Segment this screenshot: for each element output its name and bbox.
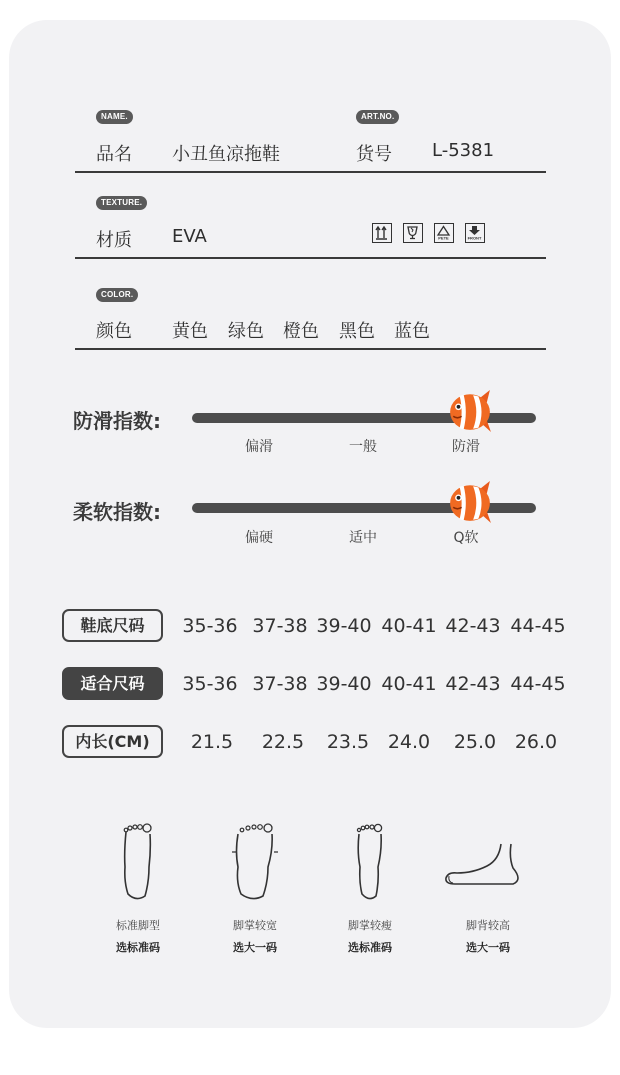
- foot-caption: 脚背较高: [466, 919, 510, 932]
- texture-tag: TEXTURE.: [96, 196, 147, 210]
- color-value-orange: 橙色: [283, 321, 319, 342]
- table-cell: 23.5: [326, 731, 370, 753]
- softness-tick-high: Q软: [453, 530, 479, 546]
- divider-1: [75, 171, 546, 173]
- table-cell: 39-40: [316, 615, 372, 637]
- clownfish-slider-marker: [448, 390, 492, 432]
- color-value-yellow: 黄色: [172, 321, 208, 342]
- texture-label: 材质: [96, 230, 132, 251]
- standard-foot-icon: [116, 822, 160, 902]
- softness-tick-mid: 适中: [349, 530, 377, 546]
- anti-slip-tick-mid: 一般: [349, 439, 377, 455]
- divider-3: [75, 348, 546, 350]
- fit-size-label: 适合尺码: [62, 667, 163, 700]
- clownfish-slider-marker: [448, 481, 492, 523]
- texture-value: EVA: [172, 226, 207, 247]
- table-cell: 40-41: [381, 673, 437, 695]
- table-cell: 25.0: [453, 731, 497, 753]
- this-way-up-icon: [372, 223, 392, 243]
- anti-slip-tick-low: 偏滑: [245, 439, 273, 455]
- anti-slip-tick-high: 防滑: [452, 439, 480, 455]
- table-cell: 35-36: [182, 615, 238, 637]
- sole-size-label: 鞋底尺码: [62, 609, 163, 642]
- foot-caption: 标准脚型: [116, 919, 160, 932]
- table-cell: 26.0: [514, 731, 558, 753]
- foot-caption: 脚掌较宽: [233, 919, 277, 932]
- table-cell: 44-45: [510, 673, 566, 695]
- foot-advice: 选标准码: [348, 941, 392, 954]
- table-cell: 40-41: [381, 615, 437, 637]
- divider-2: [75, 257, 546, 259]
- art-label: 货号: [356, 144, 392, 165]
- anti-slip-index-title: 防滑指数:: [73, 409, 161, 433]
- foot-advice: 选大一码: [233, 941, 277, 954]
- color-value-black: 黑色: [339, 321, 375, 342]
- color-value-blue: 蓝色: [394, 321, 430, 342]
- table-cell: 22.5: [261, 731, 305, 753]
- color-tag: COLOR.: [96, 288, 138, 302]
- table-cell: 35-36: [182, 673, 238, 695]
- foot-advice: 选标准码: [116, 941, 160, 954]
- fragile-glass-icon: [403, 223, 423, 243]
- foot-caption: 脚掌较瘦: [348, 919, 392, 932]
- table-cell: 37-38: [252, 673, 308, 695]
- art-tag: ART.NO.: [356, 110, 399, 124]
- name-tag: NAME.: [96, 110, 133, 124]
- softness-index-title: 柔软指数:: [73, 500, 161, 524]
- inner-length-label: 内长(CM): [62, 725, 163, 758]
- table-cell: 44-45: [510, 615, 566, 637]
- front-text: FRONT: [467, 235, 482, 241]
- table-cell: 42-43: [445, 615, 501, 637]
- recycle-pete-icon: [434, 223, 454, 243]
- name-label: 品名: [96, 144, 132, 165]
- name-value: 小丑鱼凉拖鞋: [172, 144, 280, 165]
- color-value-green: 绿色: [228, 321, 264, 342]
- front-arrow-icon: [465, 223, 485, 243]
- high-instep-foot-icon: [443, 840, 527, 890]
- foot-advice: 选大一码: [466, 941, 510, 954]
- art-value: L-5381: [432, 140, 495, 161]
- color-label: 颜色: [96, 321, 132, 342]
- table-cell: 42-43: [445, 673, 501, 695]
- pete-text: PETE: [438, 235, 449, 241]
- thin-foot-icon: [350, 822, 390, 902]
- table-cell: 24.0: [387, 731, 431, 753]
- softness-tick-low: 偏硬: [245, 530, 273, 546]
- table-cell: 39-40: [316, 673, 372, 695]
- wide-foot-icon: [230, 822, 280, 902]
- table-cell: 21.5: [190, 731, 234, 753]
- table-cell: 37-38: [252, 615, 308, 637]
